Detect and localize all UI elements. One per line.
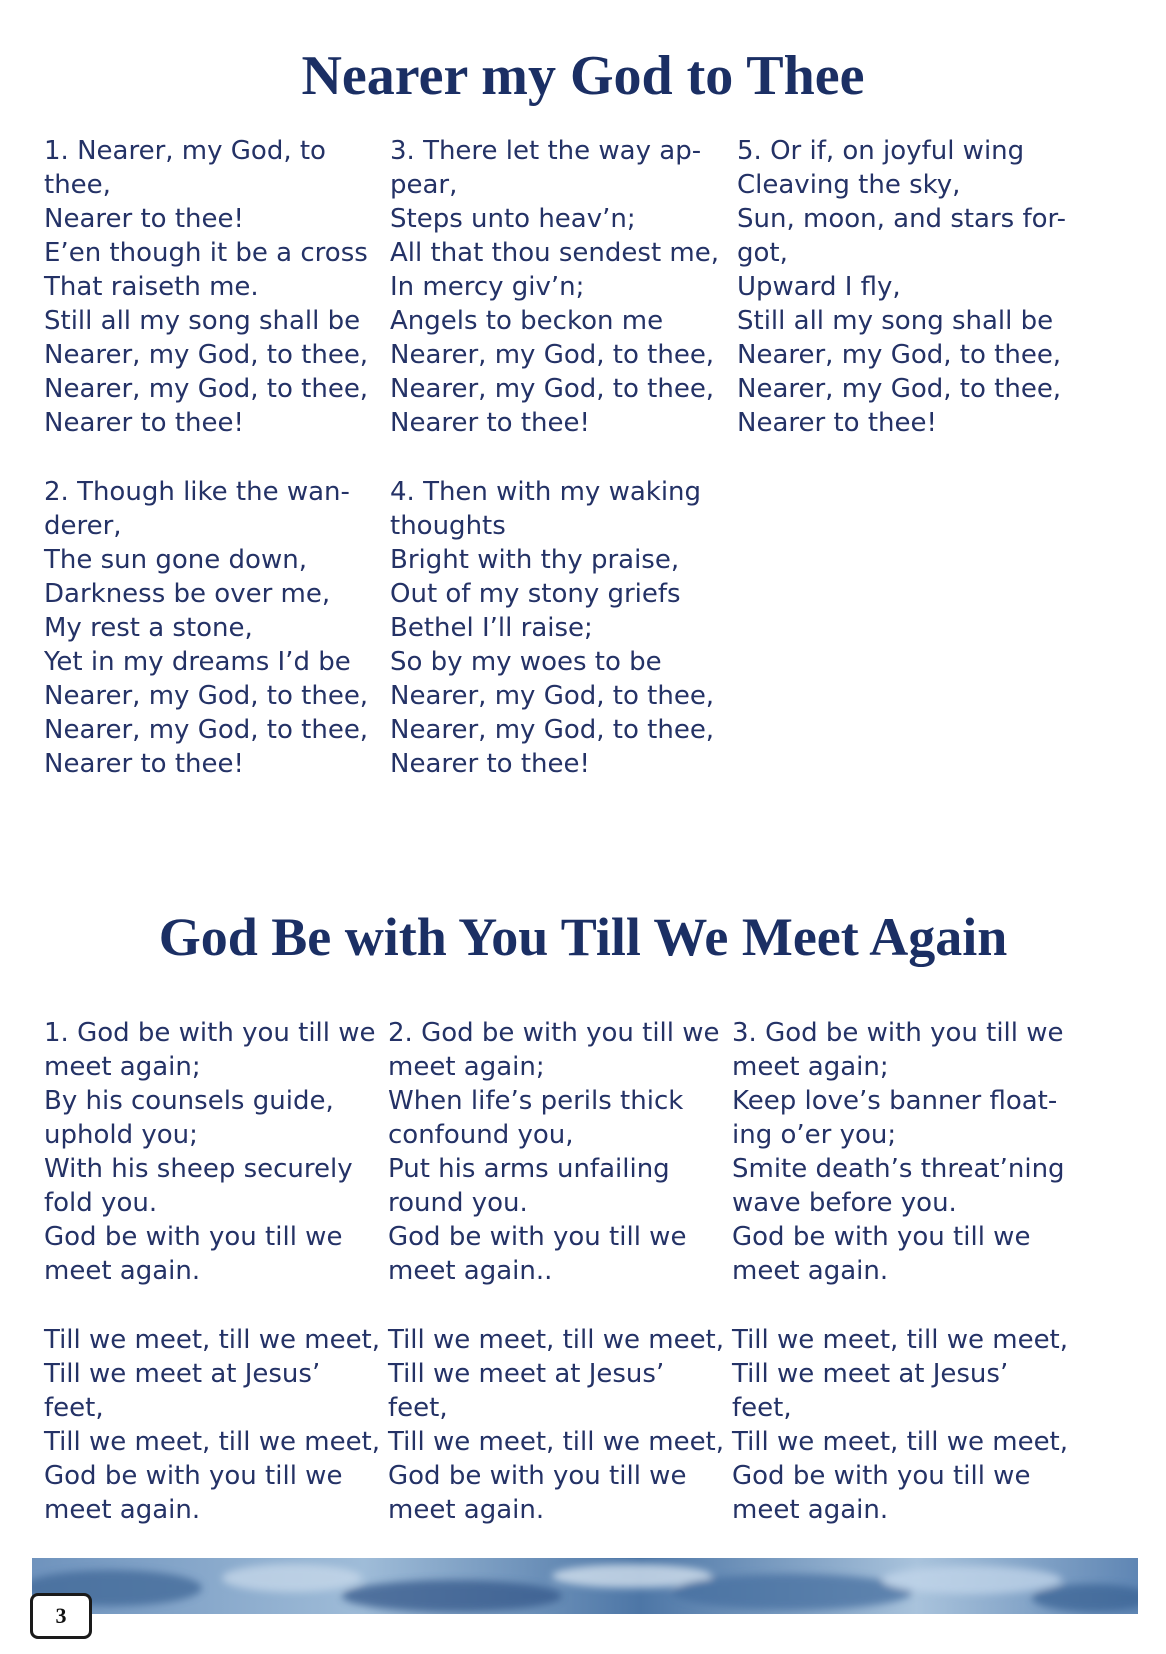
page-number: 3 [30, 1593, 92, 1639]
verse-line: Till we meet, till we meet, [732, 1427, 1069, 1457]
verse-line: Nearer to thee! [390, 749, 590, 779]
verse-line: 1. God be with you till we [44, 1018, 376, 1048]
verse-line: 3. God be with you till we [732, 1018, 1064, 1048]
watercolor-footer-banner [32, 1558, 1138, 1614]
verse-line: confound you, [388, 1120, 574, 1150]
verse-line: Nearer, my God, to thee, [44, 374, 369, 404]
verse-line: With his sheep securely [44, 1154, 353, 1184]
verse-line: Nearer to thee! [44, 749, 244, 779]
verse-line: got, [737, 238, 788, 268]
verse-line: Till we meet at Jesus’ [732, 1359, 1009, 1389]
verse-line: uphold you; [44, 1120, 198, 1150]
hymn2-refrain-1 [44, 1323, 394, 1527]
verse-line: Sun, moon, and stars for- [737, 204, 1066, 234]
verse-line: 2. Though like the wan- [44, 477, 350, 507]
verse-line: In mercy giv’n; [390, 272, 585, 302]
verse-line: That raiseth me. [44, 272, 259, 302]
verse-line: God be with you till we [388, 1461, 687, 1491]
verse-line: meet again. [732, 1256, 889, 1286]
hymn1-verse-2 [44, 475, 394, 781]
verse-line: All that thou sendest me, [390, 238, 719, 268]
verse-line: Bethel I’ll raise; [390, 613, 593, 643]
verse-line: Till we meet, till we meet, [44, 1427, 381, 1457]
verse-line: Upward I fly, [737, 272, 901, 302]
verse-line: Nearer, my God, to thee, [737, 340, 1062, 370]
verse-line: So by my woes to be [390, 647, 662, 677]
hymn2-verse-2 [388, 1016, 738, 1288]
verse-line: Nearer, my God, to thee, [44, 715, 369, 745]
verse-line: Keep love’s banner float- [732, 1086, 1058, 1116]
verse-line: Darkness be over me, [44, 579, 331, 609]
verse-line: meet again; [44, 1052, 201, 1082]
verse-line: God be with you till we [732, 1461, 1031, 1491]
verse-line: pear, [390, 170, 458, 200]
verse-line: My rest a stone, [44, 613, 253, 643]
verse-line: round you. [388, 1188, 528, 1218]
verse-line: Till we meet, till we meet, [388, 1325, 725, 1355]
verse-line: Smite death’s threat’ning [732, 1154, 1065, 1184]
verse-line: 4. Then with my waking [390, 477, 702, 507]
verse-line: God be with you till we [732, 1222, 1031, 1252]
verse-line: 1. Nearer, my God, to [44, 136, 326, 166]
verse-line: Put his arms unfailing [388, 1154, 670, 1184]
verse-line: fold you. [44, 1188, 158, 1218]
hymn1-column-3 [737, 134, 1087, 475]
verse-line: meet again. [388, 1495, 545, 1525]
verse-line: Still all my song shall be [44, 306, 361, 336]
verse-line: Nearer to thee! [737, 408, 937, 438]
hymn1-verse-3 [390, 134, 740, 440]
verse-line: Out of my stony griefs [390, 579, 681, 609]
hymn-title-god-be-with-you: God Be with You Till We Meet Again [158, 907, 1008, 967]
verse-line: feet, [388, 1393, 448, 1423]
verse-line: Nearer to thee! [44, 204, 244, 234]
verse-line: Till we meet at Jesus’ [388, 1359, 665, 1389]
verse-line: Nearer to thee! [390, 408, 590, 438]
verse-line: Nearer, my God, to thee, [44, 681, 369, 711]
verse-line: Nearer, my God, to thee, [737, 374, 1062, 404]
verse-line: Till we meet, till we meet, [732, 1325, 1069, 1355]
verse-line: Nearer, my God, to thee, [390, 681, 715, 711]
hymn1-verse-1 [44, 134, 394, 440]
verse-line: E’en though it be a cross [44, 238, 368, 268]
verse-line: Nearer, my God, to thee, [390, 340, 715, 370]
hymn1-column-2 [390, 134, 740, 816]
verse-line: Yet in my dreams I’d be [44, 647, 351, 677]
verse-line: meet again; [388, 1052, 545, 1082]
verse-line: feet, [732, 1393, 792, 1423]
hymn1-verse-4 [390, 475, 740, 781]
verse-line: God be with you till we [44, 1222, 343, 1252]
verse-line: When life’s perils thick [388, 1086, 684, 1116]
verse-line: God be with you till we [388, 1222, 687, 1252]
hymn2-verse-1 [44, 1016, 394, 1288]
verse-line: Steps unto heav’n; [390, 204, 636, 234]
verse-line: Till we meet, till we meet, [388, 1427, 725, 1457]
verse-line: Till we meet at Jesus’ [44, 1359, 321, 1389]
verse-line: meet again.. [388, 1256, 553, 1286]
verse-line: ing o’er you; [732, 1120, 897, 1150]
verse-line: Nearer, my God, to thee, [390, 374, 715, 404]
verse-line: Bright with thy praise, [390, 545, 680, 575]
verse-line: Nearer, my God, to thee, [44, 340, 369, 370]
verse-line: Angels to beckon me [390, 306, 664, 336]
verse-line: Cleaving the sky, [737, 170, 961, 200]
verse-line: 2. God be with you till we [388, 1018, 720, 1048]
hymn2-verse-3 [732, 1016, 1082, 1288]
hymn-title-nearer-my-god: Nearer my God to Thee [301, 45, 865, 107]
verse-line: wave before you. [732, 1188, 957, 1218]
verse-line: meet again. [732, 1495, 889, 1525]
hymn1-column-1 [44, 134, 394, 816]
verse-line: By his counsels guide, [44, 1086, 334, 1116]
hymn2-refrain-2 [388, 1323, 738, 1527]
verse-line: Till we meet, till we meet, [44, 1325, 381, 1355]
hymn1-verse-5 [737, 134, 1087, 440]
verse-line: meet again. [44, 1256, 201, 1286]
verse-line: Nearer to thee! [44, 408, 244, 438]
verse-line: Nearer, my God, to thee, [390, 715, 715, 745]
verse-line: thoughts [390, 511, 506, 541]
verse-line: 3. There let the way ap- [390, 136, 702, 166]
hymn2-refrain-3 [732, 1323, 1082, 1527]
verse-line: thee, [44, 170, 111, 200]
verse-line: God be with you till we [44, 1461, 343, 1491]
verse-line: meet again. [44, 1495, 201, 1525]
hymn2-column-3 [732, 1016, 1082, 1562]
hymn2-column-1 [44, 1016, 394, 1562]
verse-line: 5. Or if, on joyful wing [737, 136, 1025, 166]
verse-line: meet again; [732, 1052, 889, 1082]
verse-line: The sun gone down, [44, 545, 307, 575]
hymn2-column-2 [388, 1016, 738, 1562]
verse-line: derer, [44, 511, 122, 541]
verse-line: Still all my song shall be [737, 306, 1054, 336]
verse-line: feet, [44, 1393, 104, 1423]
